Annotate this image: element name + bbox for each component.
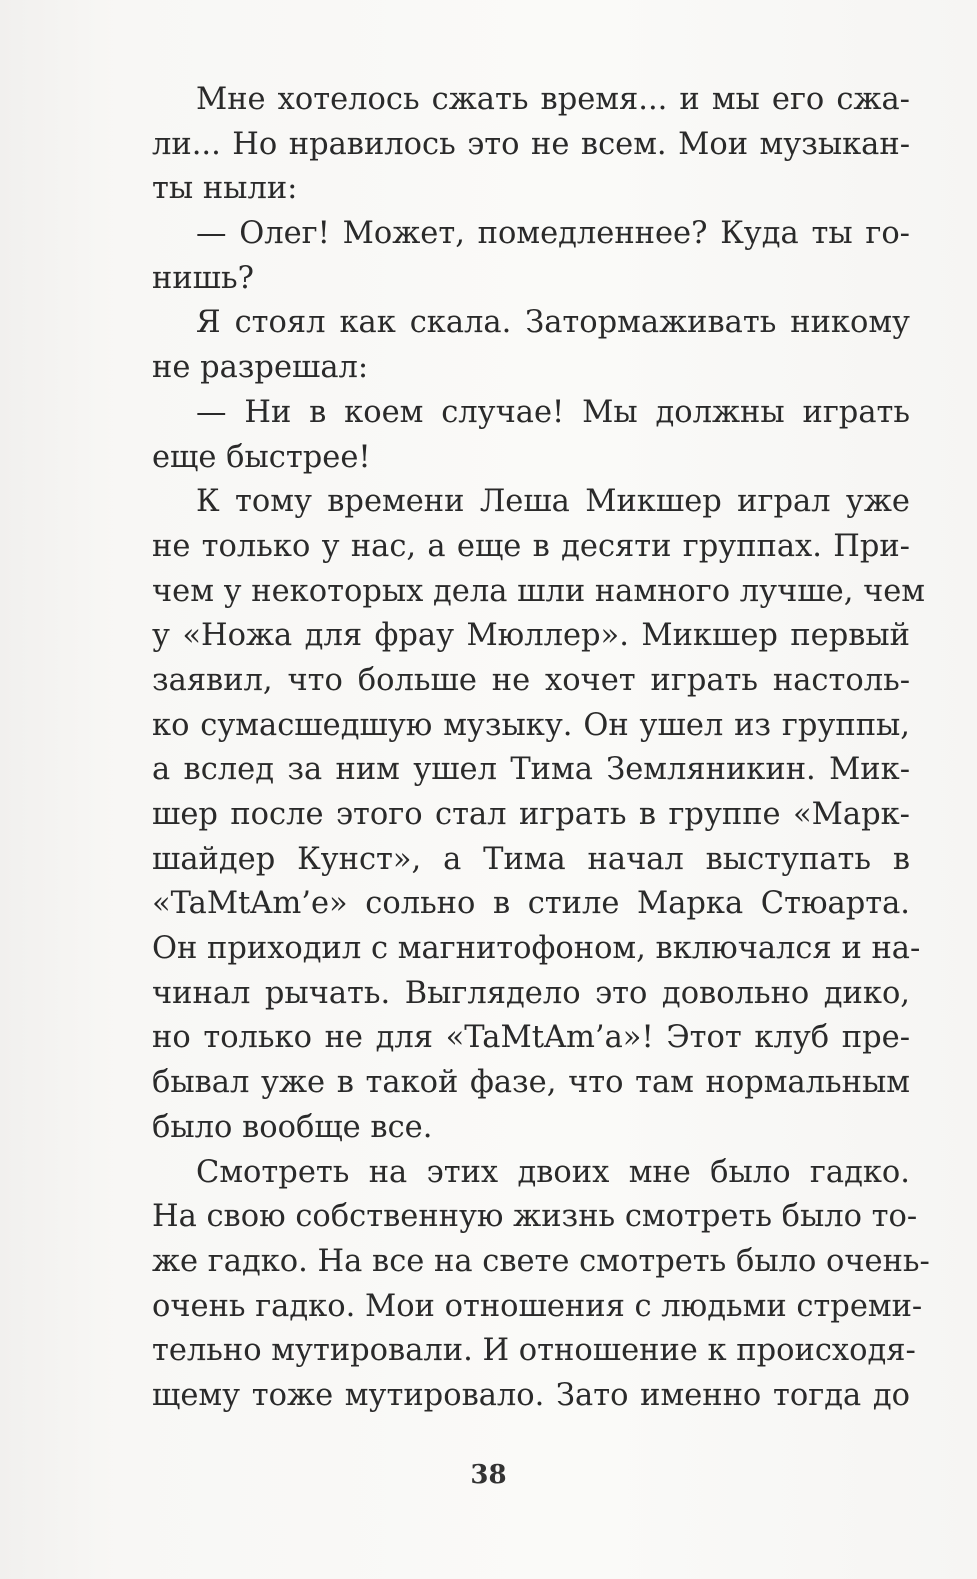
text-line: На свою собственную жизнь смотреть было то- (152, 1199, 918, 1235)
text-line: чем у некоторых дела шли намного лучше, чем (152, 573, 926, 609)
text-line: у «Ножа для фрау Мюллер». Микшер первый (152, 618, 910, 654)
text-line: еще быстрее! (152, 439, 371, 475)
text-line: ко сумасшедшую музыку. Он ушел из группы, (152, 707, 910, 743)
page-number: 38 (470, 1460, 507, 1490)
text-line: — Ни в коем случае! Мы должны играть (196, 394, 910, 430)
text-line: Смотреть на этих двоих мне было гадко. (196, 1154, 910, 1190)
text-line: ты ныли: (152, 171, 298, 207)
text-line: было вообще все. (152, 1109, 433, 1145)
text-line: не разрешал: (152, 350, 369, 386)
text-line: не только у нас, а еще в десяти группах. При- (152, 528, 910, 564)
text-line: К тому времени Леша Микшер играл уже (196, 484, 910, 520)
text-line: а вслед за ним ушел Тима Земляникин. Мик- (152, 752, 910, 788)
text-line: тельно мутировали. И отношение к происходя- (152, 1333, 916, 1369)
text-line: — Олег! Может, помедленнее? Куда ты го- (196, 216, 910, 252)
text-line: Мне хотелось сжать время... и мы его сжа- (196, 82, 910, 117)
text-line: чинал рычать. Выглядело это довольно дико, (152, 975, 910, 1011)
text-line: «TaMtAm’e» сольно в стиле Марка Стюарта. (152, 886, 910, 922)
text-line: бывал уже в такой фазе, что там нормальным (152, 1065, 910, 1101)
text-line: заявил, что больше не хочет играть настоль- (152, 662, 910, 698)
body-text (152, 78, 930, 1419)
text-line: щему тоже мутировало. Зато именно тогда до (152, 1377, 910, 1413)
text-line: Я стоял как скала. Затормаживать никому (196, 305, 910, 341)
text-line: шайдер Кунст», а Тима начал выступать в (152, 841, 910, 877)
text-line: же гадко. На все на свете смотреть было очень- (152, 1243, 930, 1279)
text-line: ли... Но нравилось это не всем. Мои музыкан- (152, 126, 910, 162)
text-line: Он приходил с магнитофоном, включался и на- (152, 931, 921, 967)
text-line: нишь? (152, 260, 254, 296)
text-line: но только не для «TaMtAm’a»! Этот клуб пре- (152, 1020, 910, 1056)
text-line: шер после этого стал играть в группе «Марк- (152, 797, 910, 832)
text-line: очень гадко. Мои отношения с людьми стреми- (152, 1288, 923, 1324)
